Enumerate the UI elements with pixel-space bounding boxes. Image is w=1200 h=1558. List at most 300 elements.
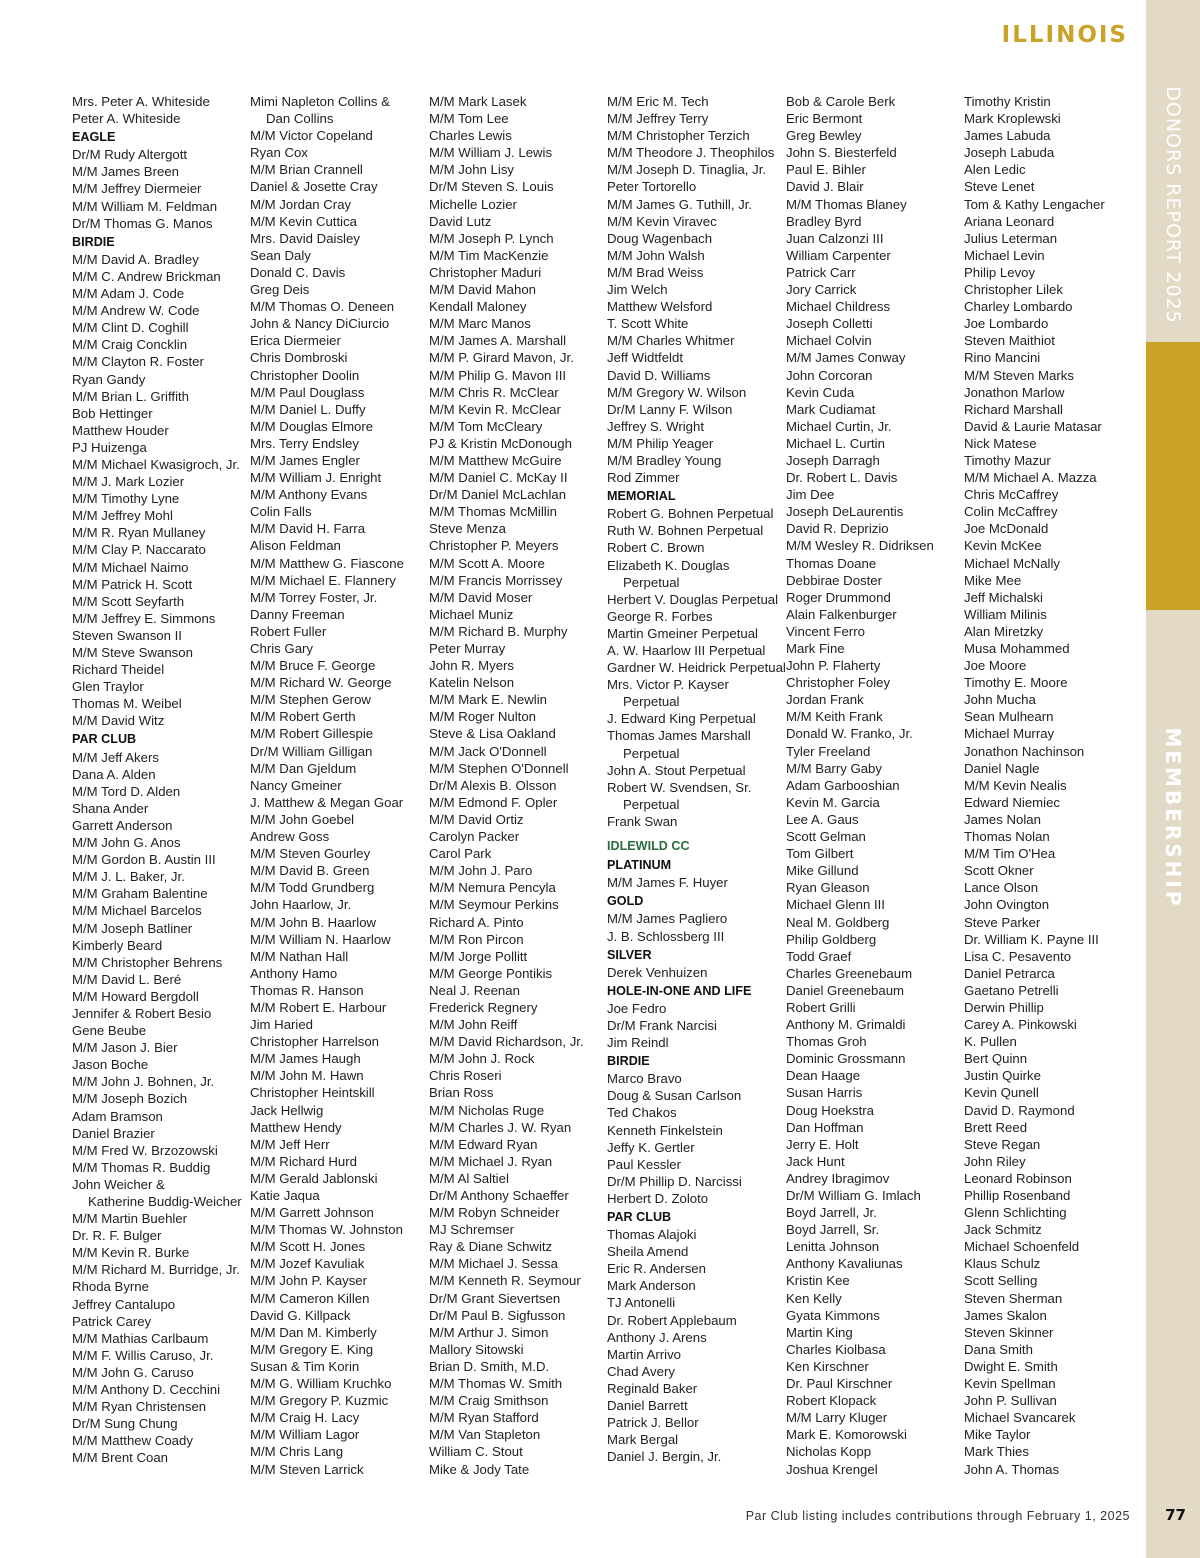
donor-name: M/M James G. Tuthill, Jr. [607, 196, 753, 212]
donor-name: M/M Roger Nulton [429, 709, 537, 725]
giving-level-heading: SILVER [607, 947, 652, 962]
donor-name: M/M Wesley R. Didriksen [786, 538, 934, 554]
donor-name: Chris Gary [250, 641, 314, 656]
donor-name: M/M Jozef Kavuliak [250, 1256, 365, 1272]
donor-name: TJ Antonelli [607, 1295, 676, 1311]
donor-name: Jonathon Nachinson [964, 743, 1085, 759]
donor-name: Michael Colvin [786, 333, 872, 349]
donor-name: Chris Dombroski [250, 350, 348, 366]
donor-name: M/M F. Willis Caruso, Jr. [72, 1347, 214, 1363]
donor-name: Charles Greenebaum [786, 965, 913, 981]
donor-name: M/M Craig Smithson [429, 1393, 549, 1409]
donor-name: John Riley [964, 1153, 1026, 1169]
donor-name: Kevin Qunell [964, 1085, 1039, 1101]
donor-name: Donald C. Davis [250, 264, 346, 280]
donor-name: M/M William J. Enright [250, 470, 382, 486]
donor-name: Lance Olson [964, 880, 1039, 896]
donor-name: Glenn Schlichting [964, 1205, 1067, 1221]
donor-name: Michael Glenn III [786, 897, 885, 913]
donor-name: Steven Swanson II [72, 627, 182, 643]
donor-name: Nancy Gmeiner [250, 777, 342, 793]
donor-name: M/M Fred W. Brzozowski [72, 1142, 218, 1158]
donor-name: Boyd Jarrell, Sr. [786, 1222, 880, 1238]
donor-name: Martin Arrivo [607, 1346, 682, 1362]
donor-name: M/M Jeffrey Diermeier [72, 181, 202, 197]
donor-name: M/M John G. Anos [72, 835, 181, 851]
donor-name: Jim Welch [607, 282, 668, 298]
donor-name: Derwin Phillip [964, 999, 1044, 1015]
donor-name: M/M Steven Marks [964, 367, 1074, 383]
donor-name: Philip Levoy [964, 264, 1036, 280]
donor-name: Nicholas Kopp [786, 1444, 872, 1460]
donor-name: Christopher Foley [786, 675, 891, 691]
donor-name: A. W. Haarlow III Perpetual [607, 643, 766, 658]
donor-name: Dr/M Rudy Altergott [72, 147, 188, 163]
donor-name: M/M Mathias Carlbaum [72, 1330, 209, 1346]
donor-name: Dr/M Grant Sievertsen [429, 1290, 561, 1306]
donor-name: Steve Regan [964, 1136, 1041, 1152]
donor-name: M/M Bruce F. George [250, 658, 376, 674]
donor-name: Julius Leterman [964, 230, 1058, 246]
donor-name: Erica Diermeier [250, 333, 341, 349]
page-number: 77 [1165, 1506, 1186, 1524]
donor-name: William C. Stout [429, 1444, 523, 1460]
donor-name: Michael Childress [786, 299, 891, 315]
donor-name: Gaetano Petrelli [964, 982, 1059, 998]
donor-name: Ryan Gandy [72, 371, 146, 387]
giving-level-heading: PAR CLUB [607, 1210, 672, 1224]
donor-name: Patrick Carey [72, 1313, 152, 1329]
donor-name: Scott Gelman [786, 829, 866, 845]
donor-name: M/M Steven Gourley [250, 846, 371, 862]
donor-name: Robert Grilli [786, 999, 856, 1015]
donor-name: Michael McNally [964, 555, 1060, 571]
donor-name: M/M Christopher Terzich [607, 128, 750, 144]
donor-name: M/M Thomas O. Deneen [250, 299, 395, 315]
donor-name: Mike & Jody Tate [429, 1461, 530, 1477]
donor-name: M/M David L. Beré [72, 971, 182, 987]
donor-name: M/M Douglas Elmore [250, 418, 374, 434]
donor-name: Dr. Robert L. Davis [786, 470, 898, 486]
donor-name: M/M James Engler [250, 452, 360, 468]
donor-name: Rino Mancini [964, 350, 1041, 366]
donor-name: M/M Thomas W. Smith [429, 1376, 563, 1392]
donor-name: M/M John B. Haarlow [250, 914, 377, 930]
donor-name: M/M Clint D. Coghill [72, 320, 189, 336]
donor-name: MJ Schremser [429, 1222, 514, 1238]
donor-name: Thomas R. Hanson [250, 982, 364, 998]
donor-name: M/M Michael J. Sessa [429, 1256, 558, 1272]
donor-name: Richard Marshall [964, 401, 1063, 417]
donor-name: Steve & Lisa Oakland [429, 726, 556, 742]
donor-name: M/M Kevin R. McClear [429, 401, 561, 417]
donor-name: Steve Lenet [964, 179, 1035, 195]
donor-name: Phillip Rosenband [964, 1188, 1071, 1203]
donor-name: M/M Philip G. Mavon III [429, 367, 567, 383]
donor-name: Paul Kessler [607, 1156, 682, 1172]
donor-name: Glen Traylor [72, 679, 144, 695]
donor-name: M/M Brent Coan [72, 1450, 169, 1466]
donor-name: M/M Todd Grundberg [250, 880, 375, 896]
donor-name: Rod Zimmer [607, 470, 680, 486]
donor-name: M/M Jordan Cray [250, 196, 352, 212]
donor-name: Dean Haage [786, 1068, 861, 1084]
donor-name: Steven Skinner [964, 1324, 1054, 1340]
donor-name: M/M Matthew Coady [72, 1433, 193, 1449]
donor-name: M/M Chris Lang [250, 1444, 344, 1460]
donor-name: M/M Joseph P. Lynch [429, 230, 554, 246]
section-tab [1146, 342, 1200, 909]
report-title-vertical: DONORS REPORT 2025 [1162, 86, 1184, 324]
donor-name: John A. Thomas [964, 1461, 1060, 1477]
donor-name: Christopher Harrelson [250, 1034, 379, 1050]
donor-name: Peter A. Whiteside [72, 111, 181, 127]
donor-name: M/M William M. Feldman [72, 198, 218, 214]
donor-name: M/M James Conway [786, 350, 906, 366]
donor-name: Daniel & Josette Cray [250, 179, 378, 195]
donor-name: M/M David Mahon [429, 282, 537, 298]
donor-name: M/M Michael E. Flannery [250, 572, 396, 588]
donor-name: Michael L. Curtin [786, 435, 885, 451]
donor-name: M/M Mark E. Newlin [429, 692, 547, 708]
donor-name: David J. Blair [786, 179, 864, 195]
donor-name: J. B. Schlossberg III [607, 928, 725, 944]
donor-name: M/M Thomas McMillin [429, 504, 557, 520]
donor-name: M/M R. Ryan Mullaney [72, 525, 206, 541]
donor-name: M/M Brian Crannell [250, 162, 363, 178]
donor-name: M/M Kevin Nealis [964, 777, 1067, 793]
donor-name: Ken Kirschner [786, 1358, 869, 1374]
donor-name: Thomas James Marshall [607, 728, 751, 744]
donor-name: Michael Murray [964, 726, 1055, 742]
donor-name: M/M Tom Lee [429, 111, 509, 127]
donor-name: M/M Craig Concklin [72, 337, 188, 353]
donor-name: M/M William J. Lewis [429, 145, 553, 161]
donor-name: Leonard Robinson [964, 1170, 1072, 1186]
donor-name: Doug & Susan Carlson [607, 1088, 742, 1104]
donor-name: M/M Kenneth R. Seymour [429, 1273, 581, 1289]
donor-name: Anthony J. Arens [607, 1329, 707, 1345]
donor-name: David R. Deprizio [786, 521, 889, 537]
donor-name: John P. Sullivan [964, 1393, 1057, 1409]
donor-name: M/M Joseph Bozich [72, 1091, 188, 1107]
donor-name: M/M Stephen O'Donnell [429, 760, 569, 776]
donor-name: Jeff Widtfeldt [607, 350, 683, 366]
donor-name: M/M Thomas R. Buddig [72, 1159, 211, 1175]
donor-name: Colin McCaffrey [964, 504, 1058, 520]
donor-name: Dr. Paul Kirschner [786, 1376, 893, 1392]
donor-name: James Nolan [964, 811, 1041, 827]
donor-name: Steve Menza [429, 521, 506, 537]
donor-name: M/M Brian L. Griffith [72, 388, 190, 404]
donor-name: Brett Reed [964, 1119, 1028, 1135]
donor-name: Paul E. Bihler [786, 162, 866, 178]
donor-name: Ken Kelly [786, 1290, 842, 1306]
donor-name: M/M Tord D. Alden [72, 783, 181, 799]
donor-name: M/M Nathan Hall [250, 948, 349, 964]
donor-name: Brian Ross [429, 1085, 494, 1101]
donor-name: Robert Klopack [786, 1393, 877, 1409]
donor-name: M/M Michael J. Ryan [429, 1153, 553, 1169]
donor-name: M/M Paul Douglass [250, 384, 365, 400]
donor-name: M/M David B. Green [250, 863, 370, 879]
donor-name: Daniel Brazier [72, 1125, 155, 1141]
donor-name: M/M Robert E. Harbour [250, 999, 387, 1015]
donor-name: PJ Huizenga [72, 439, 147, 455]
donor-name: M/M Anthony D. Cecchini [72, 1382, 221, 1398]
donor-name: Tom & Kathy Lengacher [964, 196, 1105, 212]
donor-name: Dr/M Anthony Schaeffer [429, 1188, 569, 1203]
donor-name: M/M Van Stapleton [429, 1427, 541, 1443]
donor-name: Mallory Sitowski [429, 1341, 524, 1357]
donor-name: Eric Bermont [786, 111, 863, 127]
donor-name: M/M Thomas W. Johnston [250, 1222, 403, 1238]
donor-name: M/M Richard Hurd [250, 1153, 357, 1169]
donor-name: M/M Gregory P. Kuzmic [250, 1393, 389, 1409]
donor-name: Juan Calzonzi III [786, 230, 884, 246]
donor-name: Katie Jaqua [250, 1188, 320, 1203]
donor-name: M/M Theodore J. Theophilos [607, 145, 775, 161]
donor-name: M/M Clayton R. Foster [72, 354, 204, 370]
donor-name: Mark Fine [786, 641, 845, 656]
donor-name: J. Edward King Perpetual [607, 711, 756, 727]
donor-name: Eric R. Andersen [607, 1261, 706, 1277]
donor-name: M/M Graham Balentine [72, 886, 208, 902]
donor-name: Mark Thies [964, 1444, 1029, 1460]
donor-name: Jim Reindl [607, 1035, 669, 1051]
side-tab-bar [1146, 0, 1200, 1558]
donor-name: Carolyn Packer [429, 829, 520, 845]
donor-column-5 [786, 93, 964, 1478]
donor-name: Andrey Ibragimov [786, 1170, 890, 1186]
donor-name: M/M Tom McCleary [429, 418, 543, 434]
state-heading: ILLINOIS [1001, 22, 1128, 48]
donor-name: Mark Cudiamat [786, 401, 876, 417]
donor-name: Jack Schmitz [964, 1222, 1042, 1238]
donor-name: Jeffrey Cantalupo [72, 1296, 176, 1312]
donor-name: Chad Avery [607, 1363, 675, 1379]
donor-name: Sean Mulhearn [964, 709, 1054, 725]
donor-name: Carol Park [429, 846, 492, 862]
donor-name: Musa Mohammed [964, 641, 1070, 656]
donor-name: M/M Larry Kluger [786, 1410, 888, 1426]
donor-name: Dr/M Paul B. Sigfusson [429, 1307, 566, 1323]
donor-name: Jennifer & Robert Besio [72, 1005, 212, 1021]
donor-name: Jeffy K. Gertler [607, 1139, 695, 1155]
donor-name-continuation: Perpetual [623, 694, 680, 710]
donor-name: George R. Forbes [607, 608, 713, 624]
donor-name: Thomas Alajoki [607, 1227, 697, 1243]
donor-name: M/M Tim MacKenzie [429, 247, 549, 263]
donor-name: M/M Howard Bergdoll [72, 988, 199, 1004]
donor-name: M/M Clay P. Naccarato [72, 542, 206, 558]
donor-name: Jim Haried [250, 1017, 314, 1033]
donor-name: M/M Joseph Batliner [72, 920, 193, 936]
donor-name: Charley Lombardo [964, 299, 1073, 315]
donor-name: Mrs. David Daisley [250, 230, 360, 246]
donor-name: Richard Theidel [72, 662, 165, 678]
donor-name: Ryan Cox [250, 145, 308, 161]
donor-name: Joe Fedro [607, 1000, 667, 1016]
donor-name: James Labuda [964, 128, 1051, 144]
donor-name: Klaus Schulz [964, 1256, 1041, 1272]
donor-name: M/M Michael Barcelos [72, 903, 202, 919]
donor-name: Justin Quirke [964, 1068, 1041, 1084]
donor-name: M/M John Lisy [429, 162, 515, 178]
donor-name: Timothy Mazur [964, 452, 1051, 468]
donor-name: Patrick J. Bellor [607, 1415, 699, 1431]
donor-name: Brian D. Smith, M.D. [429, 1358, 550, 1374]
donor-name: M/M John Reiff [429, 1017, 518, 1033]
donor-name: Mike Taylor [964, 1427, 1031, 1443]
donor-name: M/M Gerald Jablonski [250, 1170, 378, 1186]
donor-name: Dr/M William Gilligan [250, 743, 373, 759]
donor-name: Charles Kiolbasa [786, 1341, 886, 1357]
donor-name: Jerry E. Holt [786, 1136, 859, 1152]
giving-level-heading: PAR CLUB [72, 732, 137, 747]
donor-name: Ruth W. Bohnen Perpetual [607, 523, 764, 539]
donor-column-4 [607, 93, 785, 1465]
donor-name: Timothy Kristin [964, 94, 1051, 109]
donor-name: Mrs. Terry Endsley [250, 435, 359, 451]
donor-name: M/M David Moser [429, 589, 533, 605]
donor-name: Christopher Heintskill [250, 1085, 375, 1101]
donor-name: M/M J. L. Baker, Jr. [72, 869, 185, 885]
donor-name: Joseph DeLaurentis [786, 504, 904, 520]
donor-name: M/M John M. Hawn [250, 1068, 364, 1084]
donor-name: Christopher Maduri [429, 264, 542, 280]
donor-name: M/M George Pontikis [429, 965, 553, 981]
donor-name: Joe Lombardo [964, 316, 1049, 332]
donor-name: Timothy E. Moore [964, 675, 1068, 691]
donor-name: Mark E. Komorowski [786, 1427, 907, 1443]
donor-name: M/M Jeffrey Mohl [72, 508, 173, 524]
donor-name: M/M Scott H. Jones [250, 1239, 366, 1255]
donor-name: John & Nancy DiCiurcio [250, 316, 390, 332]
donor-name: Todd Graef [786, 948, 852, 964]
donor-name: M/M Kevin Viravec [607, 213, 717, 229]
donor-name: M/M Francis Morrissey [429, 572, 563, 588]
donor-name-continuation: Perpetual [623, 745, 680, 761]
donor-name: M/M Mark Lasek [429, 94, 527, 109]
donor-name: Dana Smith [964, 1341, 1033, 1357]
donor-name: Joseph Colletti [786, 316, 873, 332]
donor-name: M/M Cameron Killen [250, 1290, 370, 1306]
donor-name: M/M Edward Ryan [429, 1136, 538, 1152]
donor-name: M/M Kevin Cuttica [250, 213, 357, 229]
donor-name: M/M Gregory E. King [250, 1341, 374, 1357]
donor-name: John Mucha [964, 692, 1036, 708]
donor-name: M/M John J. Paro [429, 863, 533, 879]
donor-name: Kimberly Beard [72, 937, 163, 953]
donor-name: Herbert D. Zoloto [607, 1190, 709, 1206]
donor-name: M/M Steven Larrick [250, 1461, 364, 1477]
donor-name: M/M James Haugh [250, 1051, 361, 1067]
donor-name: Michael Muniz [429, 606, 514, 622]
donor-name: Neal M. Goldberg [786, 914, 890, 930]
donor-name: M/M Jorge Pollitt [429, 948, 528, 964]
donor-name: Frederick Regnery [429, 999, 538, 1015]
donor-name: M/M James Pagliero [607, 911, 728, 927]
giving-level-heading: EAGLE [72, 130, 116, 145]
donor-name: Mark Kroplewski [964, 111, 1061, 127]
donor-name: Michelle Lozier [429, 196, 517, 212]
donor-name: M/M Matthew McGuire [429, 452, 562, 468]
donor-name: Dr. R. F. Bulger [72, 1228, 162, 1244]
donor-name: Kevin Spellman [964, 1376, 1056, 1392]
donor-name: Michael Schoenfeld [964, 1239, 1080, 1255]
donor-name: Adam Garbooshian [786, 777, 900, 793]
donor-name: Martin King [786, 1324, 853, 1340]
donor-name: M/M John Goebel [250, 811, 355, 827]
donor-name: Philip Goldberg [786, 931, 877, 947]
donor-name: Daniel Petrarca [964, 965, 1055, 981]
donor-name: M/M Anthony Evans [250, 487, 368, 503]
donor-name: Kevin M. Garcia [786, 794, 880, 810]
donor-name: Christopher P. Meyers [429, 538, 559, 554]
donor-name: Kevin McKee [964, 538, 1042, 554]
donor-name: M/M Garrett Johnson [250, 1205, 374, 1221]
donor-name: M/M Thomas Blaney [786, 196, 907, 212]
donor-name: Dana A. Alden [72, 766, 156, 782]
donor-name: Dr/M Phillip D. Narcissi [607, 1173, 742, 1189]
donor-name: M/M Michael A. Mazza [964, 470, 1097, 486]
donor-name: M/M David H. Farra [250, 521, 366, 537]
donor-name: M/M Jeffrey E. Simmons [72, 610, 216, 626]
donor-name: Kristin Kee [786, 1273, 850, 1289]
donor-name: Mark Anderson [607, 1278, 696, 1294]
donor-name: Peter Tortorello [607, 179, 697, 195]
donor-name: M/M Jason J. Bier [72, 1040, 178, 1056]
donor-name: Kendall Maloney [429, 299, 527, 315]
donor-name: David G. Killpack [250, 1307, 351, 1323]
donor-name: Dr/M Lanny F. Wilson [607, 401, 733, 417]
donor-name: M/M Steve Swanson [72, 645, 193, 660]
donor-name: M/M Torrey Foster, Jr. [250, 589, 378, 605]
donor-name: PJ & Kristin McDonough [429, 435, 572, 451]
donor-name: John A. Stout Perpetual [607, 762, 746, 778]
donor-name: M/M Jeff Herr [250, 1136, 330, 1152]
donor-name: M/M James A. Marshall [429, 333, 567, 349]
donor-name: Shana Ander [72, 800, 149, 816]
donor-name: M/M Michael Naimo [72, 559, 189, 575]
donor-name: Chris Roseri [429, 1068, 502, 1084]
donor-name: M/M Arthur J. Simon [429, 1324, 549, 1340]
donor-name: Jack Hellwig [250, 1102, 324, 1118]
donor-name: M/M John Walsh [607, 247, 705, 263]
donor-name: Vincent Ferro [786, 623, 865, 639]
donor-name: M/M Tim O'Hea [964, 846, 1056, 862]
donor-name: M/M C. Andrew Brickman [72, 268, 221, 284]
donor-name: M/M Daniel C. McKay II [429, 470, 568, 486]
donor-name: M/M Daniel L. Duffy [250, 401, 366, 417]
donor-name: M/M William Lagor [250, 1427, 360, 1443]
donor-name: Patrick Carr [786, 264, 856, 280]
donor-name: Danny Freeman [250, 606, 345, 622]
donor-name: M/M Adam J. Code [72, 286, 185, 302]
donor-name: M/M Richard B. Murphy [429, 623, 568, 639]
donor-name: Jack Hunt [786, 1153, 845, 1169]
donor-name: M/M Timothy Lyne [72, 491, 180, 507]
donor-name: T. Scott White [607, 316, 689, 332]
donor-name: Derek Venhuizen [607, 964, 708, 980]
donor-name: Dr. William K. Payne III [964, 931, 1099, 947]
donor-name: Mike Mee [964, 572, 1022, 588]
donor-name: Neal J. Reenan [429, 982, 520, 998]
donor-name: Herbert V. Douglas Perpetual [607, 591, 779, 607]
donor-name: M/M Scott A. Moore [429, 555, 545, 571]
donor-name: M/M David A. Bradley [72, 251, 199, 267]
